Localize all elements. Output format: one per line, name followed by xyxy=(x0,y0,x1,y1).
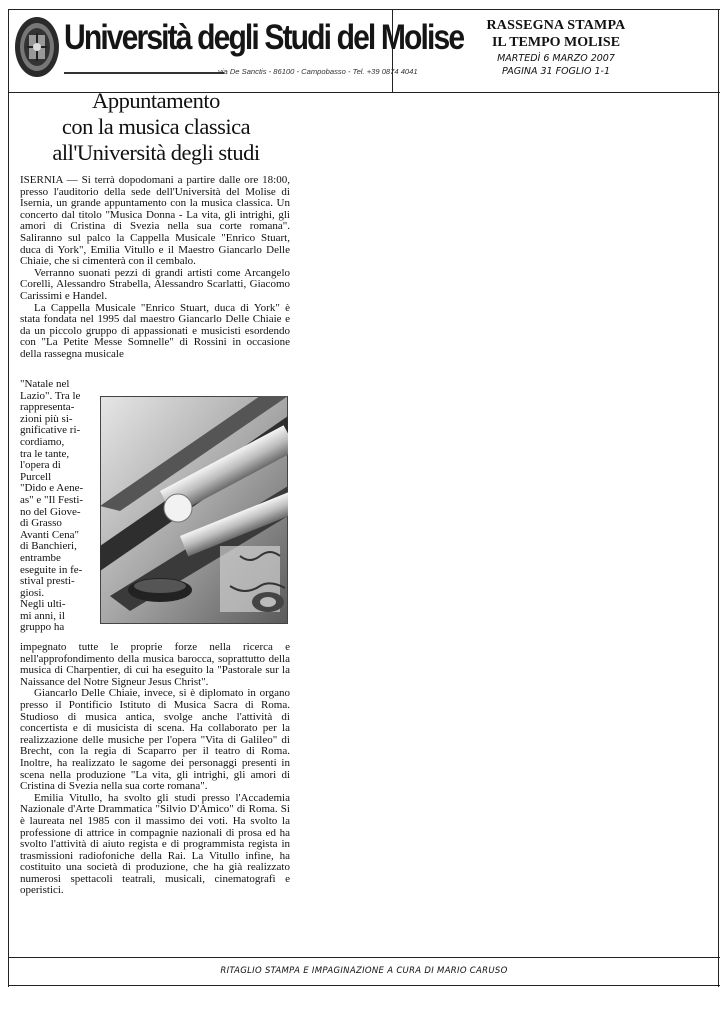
text-line: rappresenta- xyxy=(20,401,75,414)
headline-line: con la musica classica xyxy=(61,114,251,139)
article-paragraph: ISERNIA — Si terrà dopodomani a partire dalle ore 18:00, presso l'auditorio della sede dell'Università del Molise di Isernia, un grande appuntamento con la musica classica. Un concerto dal titolo "Musica Donna - La vita, gli intrighi, gli amori di Cristina di Svezia nella sua corte romana". Saliranno sul palco la Cappella Musicale "Enrico Stuart, duca di York", Emilia Vitullo e il Maestro Giancarlo Delle Chiaie, che si cimenterà con il cembalo. xyxy=(20,174,290,268)
text-line: as" e "Il Festi- xyxy=(20,493,84,506)
university-seal-icon xyxy=(13,15,61,79)
footer-credit: RITAGLIO STAMPA E IMPAGINAZIONE A CURA DI MARIO CARUSO xyxy=(220,966,508,976)
text-line: gnificative ri- xyxy=(20,424,81,437)
instruments-photo xyxy=(100,396,288,624)
article-paragraph: La Cappella Musicale "Enrico Stuart, duca di York" è stata fondata nel 1995 dal maestro Giancarlo Delle Chiaie e da un piccolo gruppo di appassionati e musicisti esordendo con "La Petite Messe Somnelle" di Rossini in occasione della rassegna musicale xyxy=(20,301,290,360)
text-line: dì Grasso xyxy=(20,517,62,530)
footer-divider xyxy=(8,957,720,958)
rassegna-title: RASSEGNA STAMPA xyxy=(486,18,626,33)
text-line: "Dido e Aene- xyxy=(20,482,84,495)
page-info: PAGINA 31 FOGLIO 1-1 xyxy=(501,66,611,77)
text-line: entrambe xyxy=(20,551,61,564)
text-line: Negli ulti- xyxy=(20,598,66,611)
frame-line xyxy=(718,9,719,987)
article-paragraph: Verranno suonati pezzi di grandi artisti come Arcangelo Corelli, Alessandro Strabella, Alessandro Scarlatti, Giacomo Carissimi e Handel. xyxy=(20,266,290,302)
headline-line: all'Università degli studi xyxy=(52,140,260,165)
text-line: cordiamo, xyxy=(20,435,65,448)
text-line: gruppo ha xyxy=(20,621,65,634)
text-line: no del Giove- xyxy=(20,505,81,518)
text-line: giosi. xyxy=(20,586,45,599)
article-paragraph: Emilia Vitullo, ha svolto gli studi presso l'Accademia Nazionale d'Arte Drammatica "Silvio D'Amico" di Roma. Si è laureata nel 1985 con il massimo dei voti. Ha svolto la professione di attrice in compagnie nazionali di prosa ed ha svolto l'attività di aiuto regista e di programmista regista in trasmissioni radiofoniche della Rai. La Vitullo infine, ha costituito una società di produzione, che ha già realizzato numerosi spettacoli teatrali, musicali, cinematografi e operistici. xyxy=(20,791,290,897)
article-headline xyxy=(20,88,292,166)
text-line: tra le tante, xyxy=(20,447,70,460)
frame-line xyxy=(8,9,720,10)
frame-line xyxy=(8,985,720,986)
text-line: stival presti- xyxy=(20,575,75,588)
text-line: Purcell xyxy=(20,470,52,483)
text-line: Avanti Cena" xyxy=(20,528,79,541)
newspaper-name: IL TEMPO MOLISE xyxy=(491,35,621,50)
article-narrow-column xyxy=(20,379,96,634)
university-name: Università degli Studi del Molise xyxy=(64,18,464,57)
text-line: mi anni, il xyxy=(20,609,65,622)
text-line: di Banchieri, xyxy=(20,540,77,553)
frame-line xyxy=(8,9,9,987)
headline-line: Appuntamento xyxy=(92,88,220,113)
publication-date: MARTEDÌ 6 MARZO 2007 xyxy=(497,53,615,64)
article-body-bottom xyxy=(20,642,290,897)
text-line: zioni più si- xyxy=(20,412,73,425)
university-address: via De Sanctis - 86100 - Campobasso - Tel. +39 0874 4041 xyxy=(218,67,418,76)
article-body-top xyxy=(20,175,290,361)
text-line: l'opera di xyxy=(20,459,61,472)
article-paragraph: impegnato tutte le proprie forze nella ricerca e nell'approfondimento della musica barocca, soprattutto della musica di Charpentier, di cui ha eseguito la "Pastorale sur la Naissance del Notre Signeur Jesus Christ". xyxy=(20,641,290,688)
logo-underline xyxy=(64,72,224,74)
text-line: eseguite in fe- xyxy=(20,563,83,576)
text-line: Lazio". Tra le xyxy=(20,389,81,402)
article-paragraph: Giancarlo Delle Chiaie, invece, si è diplomato in organo presso il Pontificio Istituto di Musica Sacra di Roma. Studioso di musica antica, svolge anche l'attività di concertista e di musicista di scena. Ha collaborato per la realizzazione delle musiche per l'opera "Vita di Galileo" di Brecht, con la regia di Scaparro per il teatro di Roma. Inoltre, ha realizzato le sagome dei personaggi presenti in scena nella produzione "La vita, gli intrighi, gli amori di Cristina di Svezia nella sua corte romana". xyxy=(20,687,290,793)
text-line: "Natale nel xyxy=(20,378,70,390)
